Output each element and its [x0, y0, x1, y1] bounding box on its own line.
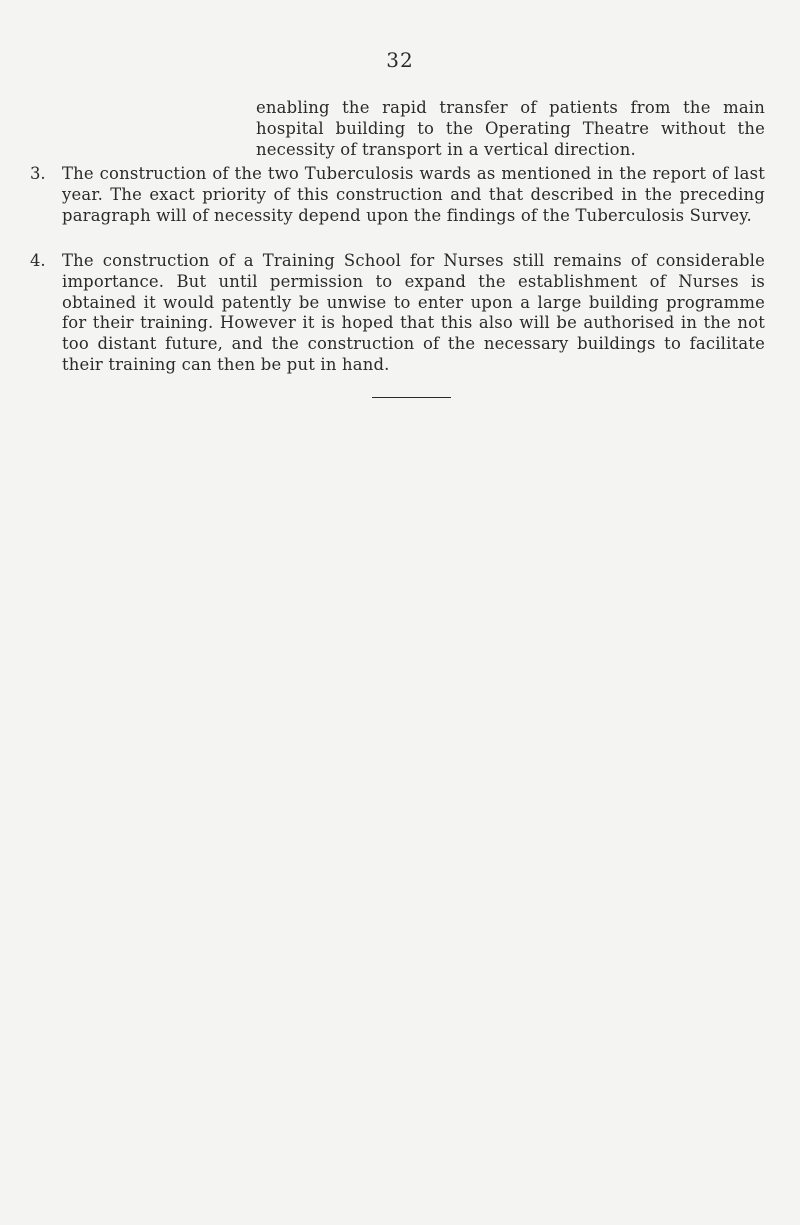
- section-divider: [372, 397, 451, 398]
- paragraph-number-4: 4.: [30, 251, 46, 270]
- page-number: 32: [386, 48, 414, 72]
- paragraph-4: The construction of a Training School for Nurses still remains of considerable importance. But until permission to expand the establishment of Nurses is obtained it would patently be unwise to enter upon a large building programme for their training. However it is hoped that this also will be authorised in the not too distant future, and the construction of the necessary buildings to facilitate their training can then be put in hand.: [62, 251, 765, 374]
- paragraph-number-3: 3.: [30, 164, 46, 183]
- paragraph-continuation: enabling the rapid transfer of patients from the main hospital building to the Operating Theatre without the necessity of transport in a vertical direction.: [256, 98, 765, 159]
- paragraph-3: The construction of the two Tuberculosis wards as mentioned in the report of last year. The exact priority of this construction and that described in the preceding paragraph will of necessity depend upon the findings of the Tuberculosis Survey.: [62, 164, 765, 225]
